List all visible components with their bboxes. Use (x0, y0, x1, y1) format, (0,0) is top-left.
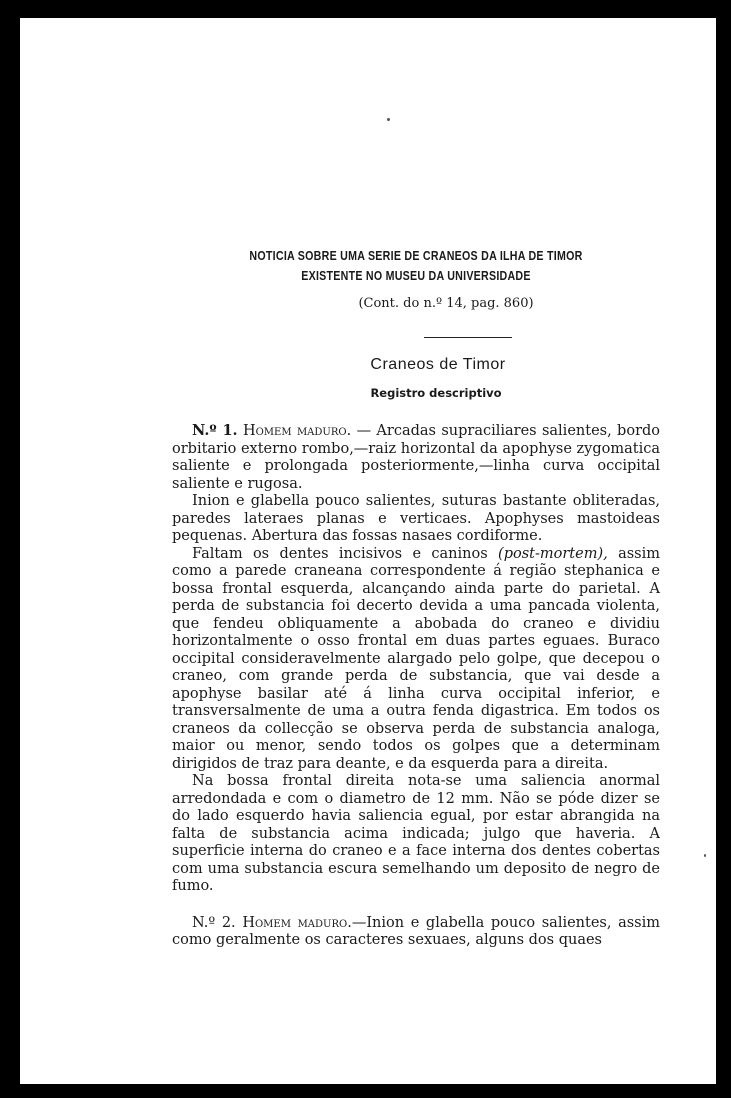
entry-2-number: 2. (221, 914, 236, 931)
entry-1-paragraph-3 (172, 546, 660, 774)
article-title-line-1: NOTICIA SOBRE UMA SERIE DE CRANEOS DA ILHA DE TIMOR (249, 248, 583, 263)
entry-2 (172, 915, 660, 950)
section-divider (424, 337, 512, 338)
entry-1-paragraph-3-rest: assim como a parede craneana correspondente á região stephanica e bossa frontal esquerda, alcançando ainda parte do parietal. A perda de substancia foi decerto devida a uma pancada violenta, que fendeu obliquamente a abobada do craneo e dividiu horizontalmente o osso frontal em duas partes eguaes. Buraco occipital consideravelmente alargado pelo golpe, que decepou o craneo, com grande perda de substancia, que vai desde a apophyse basilar até á linha curva occipital inferior, e transversalmente de uma a outra fenda digastrica. Em todos os craneos da collecção se observa perda de substancia analoga, maior ou menor, sendo todos os golpes que a determinam dirigidos de traz para deante, e da esquerda para a direita. (172, 545, 661, 772)
article-title-line-2: EXISTENTE NO MUSEU DA UNIVERSIDADE (301, 268, 531, 283)
ink-speck (704, 854, 706, 857)
entry-1-paragraph-4: Na bossa frontal direita nota-se uma saliencia anormal arredondada e com o diametro de 12 mm. Não se póde dizer se do lado esquerdo havia saliencia egual, por estar abrangida na falta de substancia acima indicada; julgo que haveria. A superficie interna do craneo e a face interna dos dentes cobertas com uma substancia escura semelhando um deposito de negro de fumo. (172, 773, 660, 894)
entry-2-number-prefix: N.º (192, 914, 222, 931)
entry-2-label: Homem maduro. (242, 914, 352, 931)
entry-1-number: 1. (222, 422, 238, 439)
entry-1-label: Homem maduro. (242, 423, 352, 439)
article-title (216, 246, 616, 286)
entry-1-italic-note: (post-mortem), (498, 545, 608, 562)
entry-2-paragraph-1 (172, 915, 660, 950)
ink-speck (387, 118, 390, 121)
entry-1-paragraph-1 (172, 422, 660, 493)
entry-2-text: —Inion e glabella pouco salientes, assim como geralmente os caracteres sexuaes, alguns dos quaes (172, 914, 661, 948)
continuation-note: (Cont. do n.º 14, pag. 860) (358, 296, 534, 311)
article (172, 246, 660, 950)
section-title: Craneos de Timor (370, 356, 506, 373)
entry-1 (172, 422, 660, 896)
document-page (20, 18, 716, 1084)
entry-1-paragraph-2: Inion e glabella pouco salientes, suturas bastante obliteradas, paredes lateraes planas e verticaes. Apophyses mastoideas pequenas. Abertura das fossas nasaes cordiforme. (172, 493, 660, 544)
section-subtitle: Registro descriptivo (370, 386, 502, 400)
entry-1-text: — Arcadas supraciliares salientes, bordo orbitario externo rombo,—raiz horizontal da apophyse zygomatica saliente e prolongada posteriormente,—linha curva occipital saliente e rugosa. (172, 423, 661, 492)
entry-1-number-prefix: N.º (192, 422, 223, 439)
entry-1-paragraph-3-start: Faltam os dentes incisivos e caninos (192, 545, 488, 562)
